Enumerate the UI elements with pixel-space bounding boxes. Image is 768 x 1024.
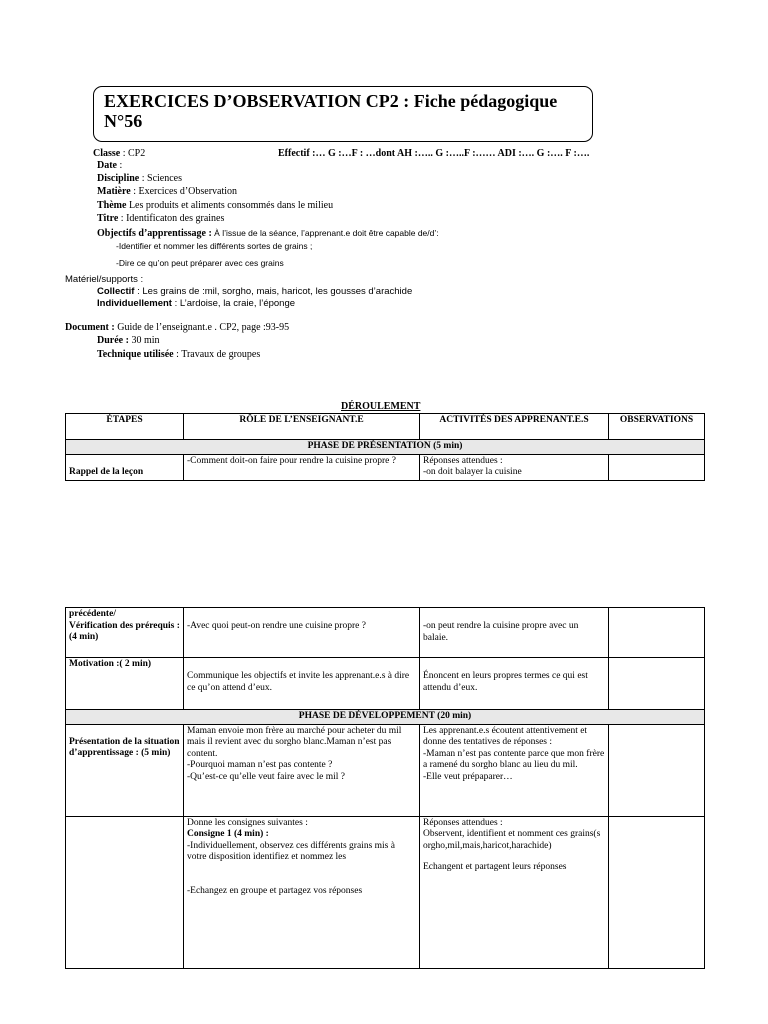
table-header-row bbox=[66, 414, 705, 440]
observation-cell bbox=[609, 454, 705, 480]
header-activites: ACTIVITÉS DES APPRENANT.E.S bbox=[420, 414, 609, 440]
observation-cell bbox=[609, 724, 705, 816]
role-cell: Donne les consignes suivantes : Consigne 1 (4 min) : -Individuellement, observez ces différents grains mis à votre disposition identifiez et nommez les -Echangez en groupe et partagez vos réponses bbox=[184, 816, 420, 968]
objectif-item-1: -Identifier et nommer les différents sortes de grains ; bbox=[116, 241, 313, 251]
header-observations: OBSERVATIONS bbox=[609, 414, 705, 440]
observation-cell bbox=[609, 658, 705, 710]
phase-row bbox=[66, 440, 705, 455]
phase-presentation: PHASE DE PRÉSENTATION (5 min) bbox=[66, 440, 705, 455]
lesson-table-part2 bbox=[65, 607, 705, 969]
collectif-line: Collectif : Les grains de :mil, sorgho, mais, haricot, les gousses d’arachide bbox=[97, 286, 413, 297]
observation-cell bbox=[609, 608, 705, 658]
observation-cell bbox=[609, 816, 705, 968]
stage-cell: Présentation de la situation d’apprentissage : (5 min) bbox=[66, 724, 184, 816]
stage-cell bbox=[66, 816, 184, 968]
table-row bbox=[66, 724, 705, 816]
duree-line: Durée : 30 min bbox=[97, 335, 160, 346]
table-row bbox=[66, 816, 705, 968]
phase-developpement: PHASE DE DÉVELOPPEMENT (20 min) bbox=[66, 710, 705, 725]
table-row bbox=[66, 454, 705, 480]
materiel-label: Matériel/supports : bbox=[65, 274, 144, 285]
deroulement-heading: DÉROULEMENT bbox=[341, 401, 421, 412]
stage-cell: Rappel de la leçon bbox=[66, 454, 184, 480]
activity-cell: Les apprenant.e.s écoutent attentivement et donne des tentatives de réponses : -Maman n’est pas contente parce que mon frère a ramené du sorgho blanc au lieu du mil. -Elle veut prépaparer… bbox=[420, 724, 609, 816]
table-row bbox=[66, 608, 705, 658]
table-row bbox=[66, 658, 705, 710]
date-line: Date : bbox=[97, 160, 123, 171]
activity-cell: Énoncent en leurs propres termes ce qui est attendu d’eux. bbox=[420, 658, 609, 710]
objectifs-line: Objectifs d’apprentissage : À l’issue de la séance, l’apprenant.e doit être capable de/d’: bbox=[97, 228, 439, 239]
stage-cell: Motivation :( 2 min) bbox=[66, 658, 184, 710]
role-cell: -Comment doit-on faire pour rendre la cuisine propre ? bbox=[184, 454, 420, 480]
document-line: Document : Guide de l’enseignant.e . CP2, page :93-95 bbox=[65, 322, 290, 333]
lesson-table-part1 bbox=[65, 413, 705, 481]
theme-line: Thème Les produits et aliments consommés dans le milieu bbox=[97, 200, 334, 211]
activity-cell: Réponses attendues : -on doit balayer la cuisine bbox=[420, 454, 609, 480]
discipline-line: Discipline : Sciences bbox=[97, 173, 182, 184]
titre-line: Titre : Identificaton des graines bbox=[97, 213, 225, 224]
title-text: EXERCICES D’OBSERVATION CP2 : Fiche pédagogique N°56 bbox=[104, 91, 558, 131]
individuel-line: Individuellement : L’ardoise, la craie, l’éponge bbox=[97, 298, 296, 309]
matiere-line: Matière : Exercices d’Observation bbox=[97, 186, 238, 197]
technique-line: Technique utilisée : Travaux de groupes bbox=[97, 349, 261, 360]
role-cell: Communique les objectifs et invite les apprenant.e.s à dire ce qu’on attend d’eux. bbox=[184, 658, 420, 710]
effectif-line: Effectif :… G :…F : …dont AH :….. G :…..F :…… ADI :…. G :…. F :…. bbox=[278, 148, 590, 159]
role-cell: Maman envoie mon frère au marché pour acheter du mil mais il revient avec du sorgho blanc.Maman n’est pas content. -Pourquoi maman n’est pas contente ? -Qu’est-ce qu’elle veut faire avec le mil ? bbox=[184, 724, 420, 816]
objectif-item-2: -Dire ce qu’on peut préparer avec ces grains bbox=[116, 258, 284, 268]
activity-cell: -on peut rendre la cuisine propre avec un balaie. bbox=[420, 608, 609, 658]
header-role: RÔLE DE L’ENSEIGNANT.E bbox=[184, 414, 420, 440]
page-title bbox=[93, 86, 593, 142]
role-cell: -Avec quoi peut-on rendre une cuisine propre ? bbox=[184, 608, 420, 658]
stage-cell: précédente/ Vérification des prérequis : (4 min) bbox=[66, 608, 184, 658]
phase-row bbox=[66, 710, 705, 725]
header-etapes: ÉTAPES bbox=[66, 414, 184, 440]
activity-cell: Réponses attendues : Observent, identifient et nomment ces grains(sorgho,mil,mais,haricot,harachide) Echangent et partagent leurs réponses bbox=[420, 816, 609, 968]
classe-line: Classe : CP2 bbox=[93, 148, 146, 159]
